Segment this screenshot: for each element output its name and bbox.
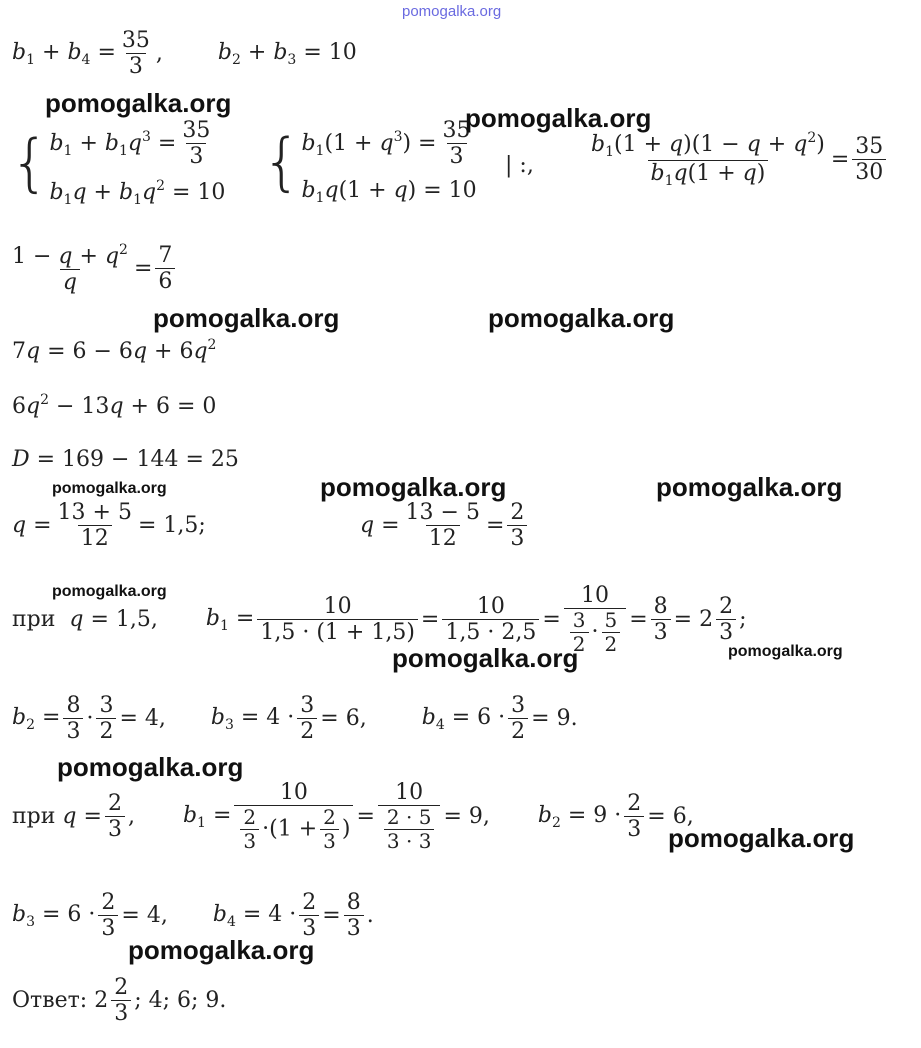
watermark[interactable]: pomogalka.org [45,88,232,118]
given-equations: $b_1 + b_4$ = $\frac{35}{3}$ , $b_2 + b_3 = 10$ [12,28,357,80]
watermark[interactable]: pomogalka.org [57,752,244,782]
case-one-b1: при q = 1,5, $b_1$ = $\frac{10}{1,5 \cdot (1 + 1,5)}$ = $\frac{10}{1,5 \cdot 2,5}$ = 10 $\frac{3}{2}$ · $\frac{5}{2}$ = $\frac{8}{3}$ = 2 $\frac{2}{3}$ ; [12,583,747,657]
watermark[interactable]: pomogalka.org [52,480,167,497]
answer-label: Ответ: [12,988,88,1014]
ratio-equation: $\frac{b_1(1 + q)(1 - q + q^2)}{b_1q(1 + q)}$ = $\frac{35}{30}$ [585,130,889,189]
watermark[interactable]: pomogalka.org [656,472,843,502]
root-two: q = $\frac{13 - 5}{12}$ = $\frac{2}{3}$ [360,500,530,552]
watermark[interactable]: pomogalka.org [488,303,675,333]
watermark[interactable]: pomogalka.org [728,643,843,660]
watermark[interactable]: pomogalka.org [320,472,507,502]
watermark[interactable]: pomogalka.org [668,823,855,853]
watermark[interactable]: pomogalka.org [153,303,340,333]
quadratic: $6q^2 - 13q + 6 = 0$ [12,392,217,419]
discriminant: D = 169 − 144 = 25 [12,447,239,472]
root-one: q = $\frac{13 + 5}{12}$ = 1,5; [12,500,206,552]
watermark[interactable]: pomogalka.org [128,935,315,965]
watermark[interactable]: pomogalka.org [392,643,579,673]
pri-label-2: при [12,804,56,830]
case-one-terms: $b_2$ = $\frac{8}{3}$ · $\frac{3}{2}$ = 4, $b_3 = 4$ · $\frac{3}{2}$ = 6, $b_4 = 6$ · $\frac{3}{2}$ = 9. [12,693,578,745]
pri-label: при [12,607,56,633]
watermark[interactable]: pomogalka.org [465,103,652,133]
system-two: { $b_1(1 + q^3)$ = $\frac{35}{3}$ $b_1q(1 + q) = 10$ [262,118,477,206]
eq-7q: $7q = 6 - 6q + 6q^2$ [12,337,217,364]
system-one: { $b_1 + b_1q^3$ = $\frac{35}{3}$ $b_1q + b_1q^2 = 10$ [10,118,226,208]
case-two-b1: при q = $\frac{2}{3}$ , $b_1$ = 10 $\frac{2}{3}$ ·(1 + $\frac{2}{3}$ ) = $\frac{10}{\frac{2 \cdot 5}{3 \cdot 3}}$ = 9, $b_2 = 9$ · $\frac{2}{3}$ = 6, [12,780,694,854]
answer-tail: ; 4; 6; 9. [134,988,227,1014]
answer-line: Ответ: 2 $\frac{2}{3}$ ; 4; 6; 9. [12,975,227,1027]
case-two-terms: $b_3 = 6$ · $\frac{2}{3}$ = 4, $b_4 = 4$ · $\frac{2}{3}$ = $\frac{8}{3}$ . [12,890,374,942]
watermark[interactable]: pomogalka.org [52,583,167,600]
divide-operator: | :, [505,153,534,178]
watermark-top[interactable]: pomogalka.org [402,3,502,20]
simplified-ratio: $\frac{1 - q + q^2}{q}$ = $\frac{7}{6}$ [6,242,178,296]
